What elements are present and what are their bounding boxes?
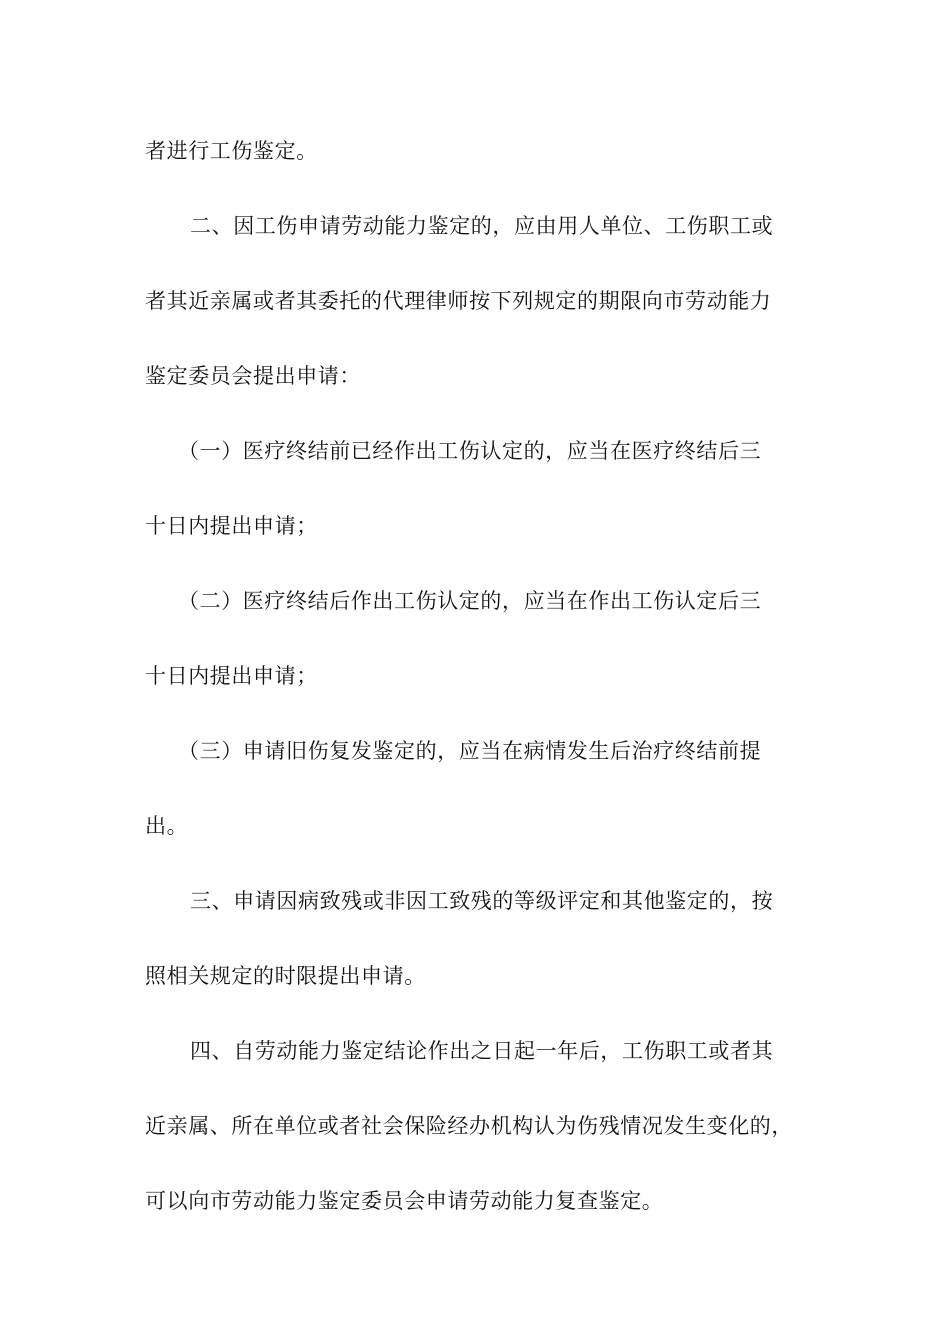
text-line-6: 十日内提出申请；: [145, 514, 318, 538]
text-line-8: 十日内提出申请；: [145, 664, 318, 688]
text-line-13: 四、自劳动能力鉴定结论作出之日起一年后，工伤职工或者其: [190, 1039, 774, 1063]
text-line-12: 照相关规定的时限提出申请。: [145, 964, 426, 988]
text-line-1: 者进行工伤鉴定。: [145, 139, 318, 163]
text-line-2: 二、因工伤申请劳动能力鉴定的，应由用人单位、工伤职工或: [190, 214, 774, 238]
text-line-4: 鉴定委员会提出申请：: [145, 364, 361, 388]
text-line-11: 三、申请因病致残或非因工致残的等级评定和其他鉴定的，按: [190, 889, 774, 913]
text-line-5: （一）医疗终结前已经作出工伤认定的，应当在医疗终结后三: [178, 439, 762, 463]
text-line-7: （二）医疗终结后作出工伤认定的，应当在作出工伤认定后三: [178, 589, 762, 613]
text-line-15: 可以向市劳动能力鉴定委员会申请劳动能力复查鉴定。: [145, 1189, 664, 1213]
text-line-14: 近亲属、所在单位或者社会保险经办机构认为伤残情况发生变化的，: [145, 1114, 793, 1138]
text-line-10: 出。: [145, 814, 189, 838]
text-line-9: （三）申请旧伤复发鉴定的，应当在病情发生后治疗终结前提: [178, 739, 762, 763]
text-line-3: 者其近亲属或者其委托的代理律师按下列规定的期限向市劳动能力: [145, 289, 772, 313]
